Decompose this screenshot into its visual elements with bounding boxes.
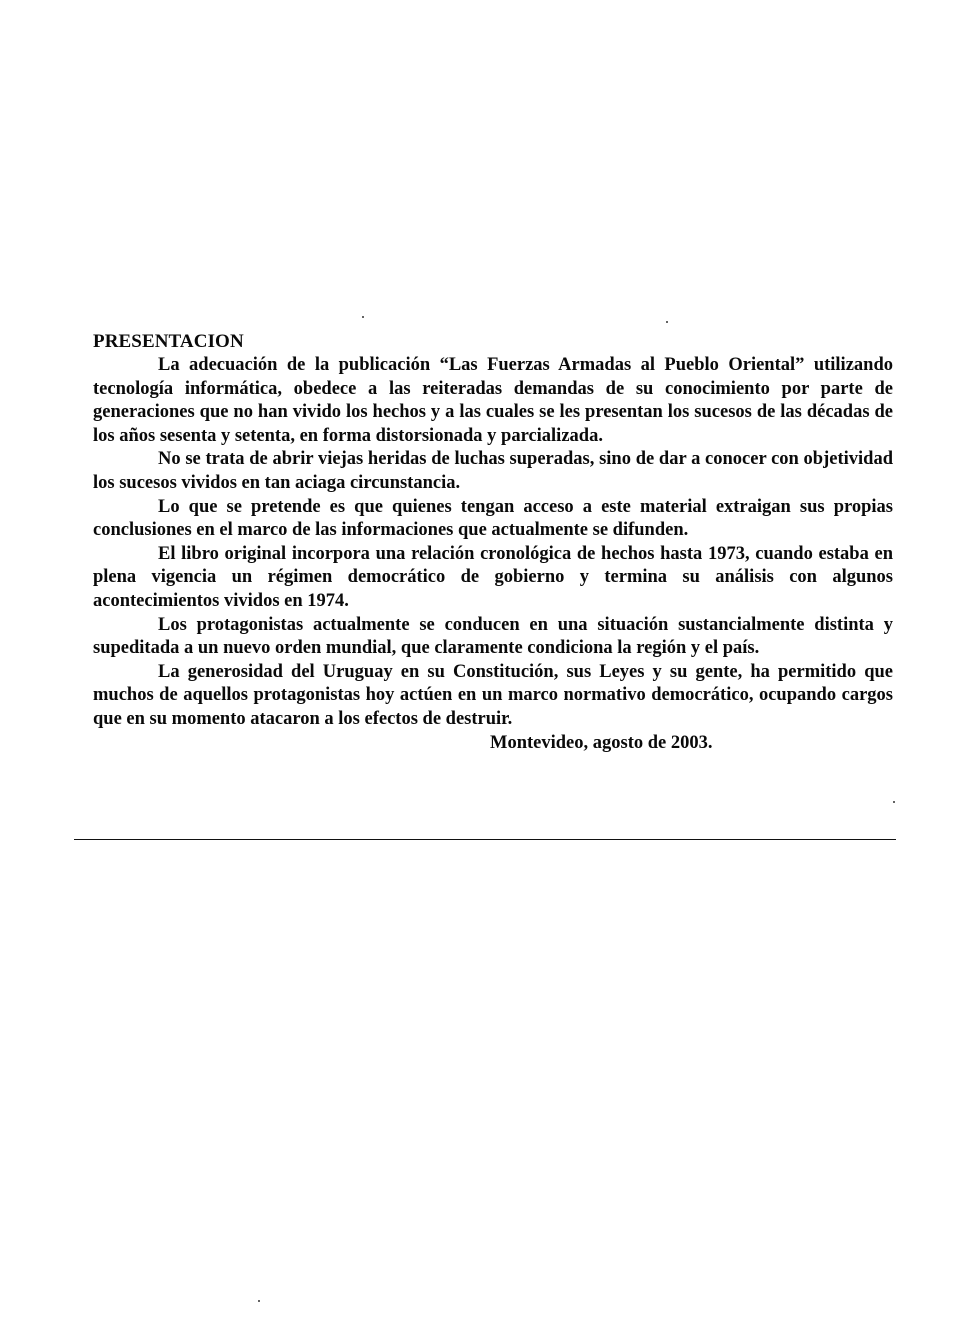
scan-speck bbox=[893, 801, 895, 803]
scan-speck bbox=[362, 316, 364, 318]
place-date-signature: Montevideo, agosto de 2003. bbox=[490, 732, 713, 753]
section-heading: PRESENTACION bbox=[93, 331, 244, 352]
scan-speck bbox=[666, 321, 668, 323]
paragraph-1: La adecuación de la publicación “Las Fuerzas Armadas al Pueblo Oriental” utilizando tecnología informática, obedece a las reiteradas demandas de su conocimiento por parte de generaciones que no han vivido los hechos y a las cuales se les presentan los sucesos de las décadas de los años sesenta y setenta, en forma distorsionada y parcializada. bbox=[93, 355, 893, 446]
horizontal-rule bbox=[74, 839, 896, 840]
presentation-section bbox=[93, 330, 893, 755]
paragraph-5: Los protagonistas actualmente se conducen en una situación sustancialmente distinta y supeditada a un nuevo orden mundial, que claramente condiciona la región y el país. bbox=[93, 614, 893, 659]
paragraph-3: Lo que se pretende es que quienes tengan acceso a este material extraigan sus propias conclusiones en el marco de las informaciones que actualmente se difunden. bbox=[93, 496, 893, 541]
paragraph-2: No se trata de abrir viejas heridas de luchas superadas, sino de dar a conocer con objetividad los sucesos vividos en tan aciaga circunstancia. bbox=[93, 449, 893, 493]
scan-speck bbox=[258, 1300, 260, 1302]
paragraph-4: El libro original incorpora una relación cronológica de hechos hasta 1973, cuando estaba en plena vigencia un régimen democrático de gobierno y termina su análisis con algunos acontecimientos vividos en 1974. bbox=[93, 543, 893, 611]
paragraph-6: La generosidad del Uruguay en su Constitución, sus Leyes y su gente, ha permitido que muchos de aquellos protagonistas hoy actúen en un marco normativo democrático, ocupando cargos que en su momento atacaron a los efectos de destruir. bbox=[93, 661, 893, 729]
